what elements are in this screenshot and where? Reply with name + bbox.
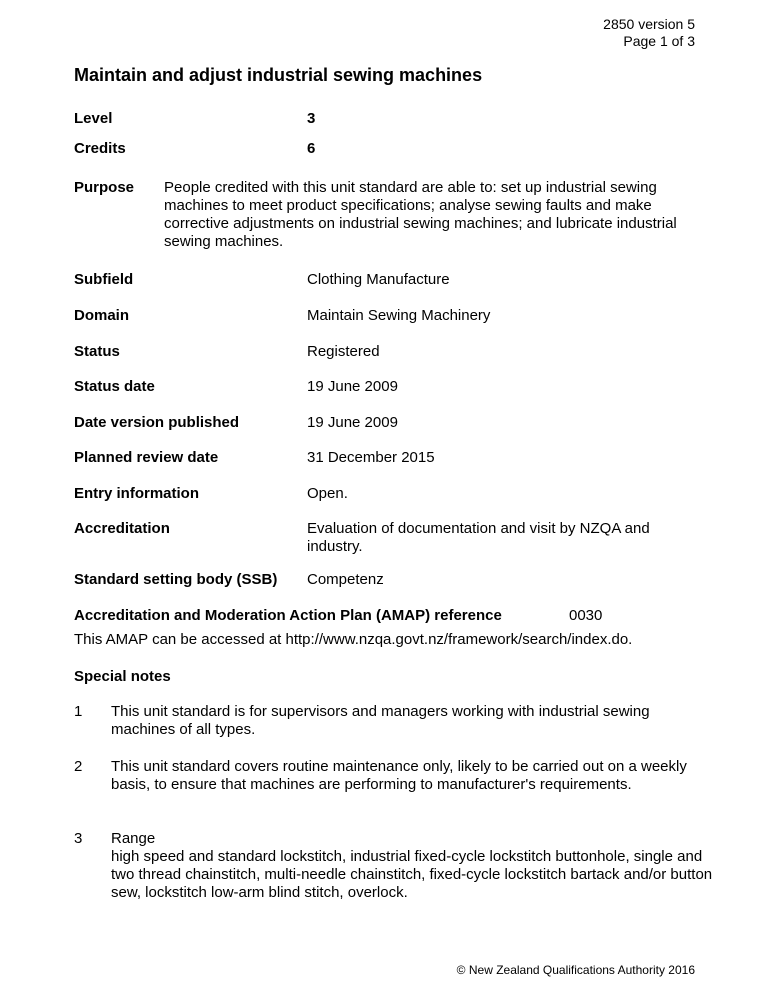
domain-label: Domain: [74, 307, 130, 324]
date-version-published-value: 19 June 2009: [307, 414, 398, 431]
level-value: 3: [307, 110, 316, 127]
planned-review-date-label: Planned review date: [74, 449, 219, 466]
special-notes-heading: Special notes: [74, 668, 171, 685]
level-label: Level: [74, 110, 113, 127]
amap-label: Accreditation and Moderation Action Plan (AMAP) reference: [74, 607, 502, 624]
date-version-published-label: Date version published: [74, 414, 240, 431]
note-text: This unit standard covers routine maintenance only, likely to be carried out on a weekly basis, to ensure that machines are performing to manufacturer's requirements.: [111, 758, 687, 793]
note-text: high speed and standard lockstitch, industrial fixed-cycle lockstitch buttonhole, single and two thread chainstitch, multi-needle chainstitch, fixed-cycle lockstitch bartack and/or button sew, lockstitch low-arm blind stitch, overlock.: [111, 848, 713, 901]
planned-review-date-value: 31 December 2015: [307, 449, 435, 466]
entry-information-value: Open.: [307, 485, 348, 502]
copyright-icon: ©: [456, 963, 466, 977]
entry-information-label: Entry information: [74, 485, 200, 502]
ssb-label: Standard setting body (SSB): [74, 571, 278, 588]
credits-label: Credits: [74, 140, 126, 157]
note-text: This unit standard is for supervisors and managers working with industrial sewing machines of all types.: [111, 703, 650, 738]
document-version: 2850 version 5: [603, 16, 695, 32]
accreditation-value: Evaluation of documentation and visit by NZQA and industry.: [307, 520, 650, 555]
status-label: Status: [74, 343, 120, 360]
note-number: 1: [74, 703, 83, 720]
page-title: Maintain and adjust industrial sewing machines: [74, 65, 483, 85]
page-number: Page 1 of 3: [623, 33, 695, 49]
amap-value: 0030: [569, 607, 603, 624]
accreditation-label: Accreditation: [74, 520, 170, 537]
note-heading: Range: [111, 830, 156, 847]
subfield-label: Subfield: [74, 271, 134, 288]
amap-note: This AMAP can be accessed at http://www.nzqa.govt.nz/framework/search/index.do.: [74, 631, 633, 648]
subfield-value: Clothing Manufacture: [307, 271, 450, 288]
note-number: 3: [74, 830, 83, 847]
status-value: Registered: [307, 343, 380, 360]
status-date-value: 19 June 2009: [307, 378, 398, 395]
status-date-label: Status date: [74, 378, 155, 395]
copyright-text: New Zealand Qualifications Authority 2016: [468, 963, 695, 977]
purpose-label: Purpose: [74, 179, 135, 196]
ssb-value: Competenz: [307, 571, 384, 588]
domain-value: Maintain Sewing Machinery: [307, 307, 491, 324]
purpose-text: People credited with this unit standard are able to: set up industrial sewing machines to meet product specifications; analyse sewing faults and make corrective adjustments on industrial sewing machines; and lubricate industrial sewing machines.: [164, 179, 677, 250]
credits-value: 6: [307, 140, 316, 157]
note-number: 2: [74, 758, 83, 775]
page-header: [603, 16, 695, 50]
copyright-footer: [457, 961, 695, 979]
